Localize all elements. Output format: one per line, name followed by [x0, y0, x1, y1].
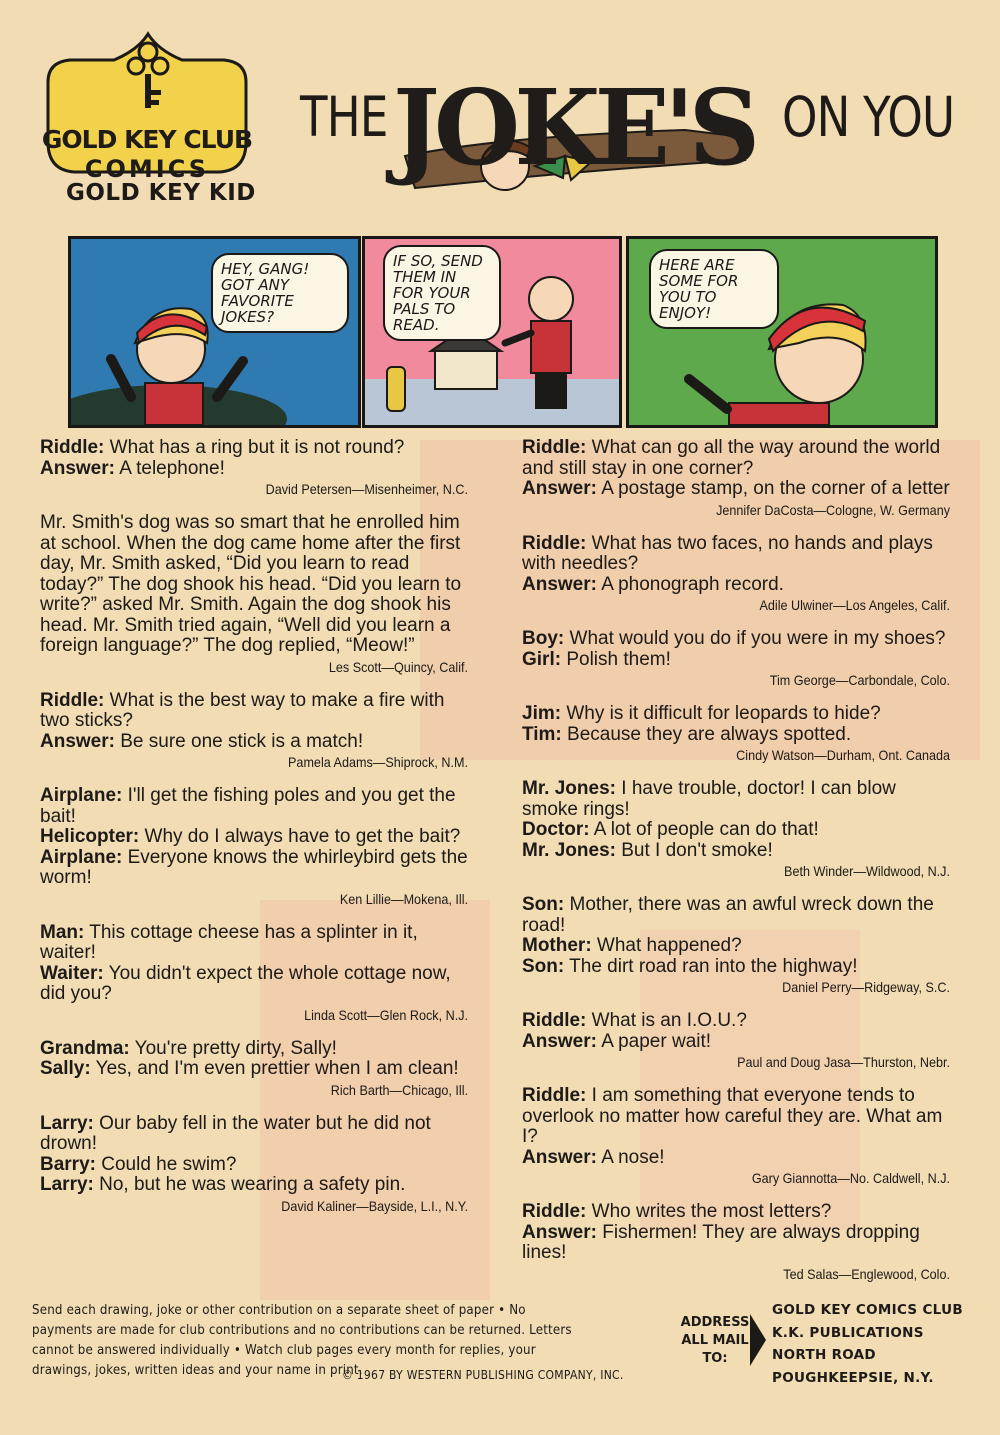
- speech-bubble: HEY, GANG! GOT ANY FAVORITE JOKES?: [211, 253, 349, 333]
- joke-line: [522, 895, 950, 936]
- joke-text: What has two faces, no hands and plays with needles?: [522, 532, 933, 574]
- joke-credit: Cindy Watson—Durham, Ont. Canada: [736, 747, 950, 763]
- joke-text: Yes, and I'm even prettier when I am clean!: [90, 1058, 459, 1079]
- joke-text: A nose!: [596, 1146, 665, 1168]
- joke-credit: Pamela Adams—Shiprock, N.M.: [288, 754, 468, 770]
- joke-text: What has a ring but it is not round?: [104, 437, 405, 458]
- kid-label: GOLD KEY KID: [66, 180, 256, 206]
- joke-line: [40, 827, 468, 848]
- jokes-left-column: [40, 438, 468, 1230]
- joke-speaker: Answer:: [40, 730, 115, 752]
- joke-speaker: Riddle:: [522, 532, 587, 554]
- joke-line: [40, 1039, 468, 1060]
- joke-entry: [522, 438, 950, 520]
- submission-rules: Send each drawing, joke or other contribution on a separate sheet of paper • No payments are made for club contributions and no contributions can be returned. Letters cannot be answered individually • Watch club pages every month for replies, your drawings, jokes, written ideas and your name in print.: [32, 1302, 572, 1378]
- joke-speaker: Son:: [522, 894, 565, 915]
- joke-text: A postage stamp, on the corner of a letter: [596, 478, 950, 499]
- joke-text: What is an I.O.U.?: [586, 1010, 747, 1031]
- joke-line: [522, 1086, 950, 1148]
- joke-line: [522, 820, 950, 841]
- joke-line: [522, 1011, 950, 1032]
- joke-line: [522, 534, 950, 575]
- address-label: ADDRESS ALL MAIL TO:: [680, 1315, 750, 1366]
- copyright: © 1967 BY WESTERN PUBLISHING COMPANY, INC.: [342, 1368, 624, 1382]
- joke-text: Mr. Smith's dog was so smart that he enrolled him at school. When the dog came home after the first day, Mr. Smith asked, “Did you learn to read today?” The dog shook his head. “Did you learn to write?” asked Mr. Smith. Again the dog shook his head. Mr. Smith tried again, “Well did you learn a foreign language?” The dog replied, “Meow!”: [40, 512, 462, 656]
- joke-credit: Gary Giannotta—No. Caldwell, N.J.: [751, 1170, 950, 1186]
- mailing-address: [772, 1299, 963, 1389]
- joke-text: Because they are always spotted.: [561, 723, 852, 745]
- joke-line: [522, 725, 950, 746]
- joke-line: [40, 438, 468, 459]
- joke-line: [40, 513, 468, 657]
- joke-line: [522, 438, 950, 479]
- joke-line: [522, 1223, 950, 1264]
- joke-line: [522, 1202, 950, 1223]
- joke-entry: [522, 895, 950, 997]
- joke-text: Could he swim?: [95, 1153, 237, 1175]
- joke-line: [40, 964, 468, 1005]
- address-line: K.K. PUBLICATIONS: [772, 1324, 924, 1341]
- joke-line: [522, 1032, 950, 1053]
- joke-credit: Adile Ulwiner—Los Angeles, Calif.: [759, 597, 950, 613]
- joke-text: This cottage cheese has a splinter in it, waiter!: [40, 921, 418, 963]
- joke-text: The dirt road ran into the highway!: [564, 955, 858, 977]
- joke-text: Fishermen! They are always dropping lines!: [522, 1221, 920, 1263]
- joke-line: [40, 923, 468, 964]
- joke-text: I'll get the fishing poles and you get the bait!: [40, 785, 456, 827]
- speech-bubble: IF SO, SEND THEM IN FOR YOUR PALS TO READ.: [383, 245, 501, 341]
- joke-credit: Ted Salas—Englewood, Colo.: [783, 1265, 950, 1282]
- joke-entry: [522, 779, 950, 881]
- club-badge: [28, 30, 266, 183]
- joke-speaker: Larry:: [40, 1174, 94, 1195]
- joke-line: [522, 479, 950, 500]
- joke-text: What would you do if you were in my shoes?: [564, 628, 946, 649]
- joke-text: A paper wait!: [596, 1030, 712, 1052]
- joke-text: Polish them!: [561, 648, 671, 670]
- badge-subtitle: COMICS: [84, 155, 210, 183]
- address-line: POUGHKEEPSIE, N.Y.: [772, 1369, 934, 1386]
- joke-line: [40, 691, 468, 732]
- joke-credit: Paul and Doug Jasa—Thurston, Nebr.: [737, 1054, 950, 1070]
- joke-speaker: Riddle:: [522, 1201, 587, 1222]
- joke-text: I have trouble, doctor! I can blow smoke rings!: [522, 778, 896, 820]
- title-prefix: THE: [300, 85, 388, 149]
- joke-entry: [522, 1086, 950, 1188]
- joke-text: Who writes the most letters?: [586, 1201, 832, 1222]
- joke-text: No, but he was wearing a safety pin.: [93, 1174, 406, 1195]
- joke-speaker: Larry:: [40, 1112, 94, 1134]
- joke-line: [522, 1148, 950, 1169]
- joke-entry: [40, 1039, 468, 1100]
- address-line: GOLD KEY COMICS CLUB: [772, 1302, 963, 1318]
- joke-speaker: Son:: [522, 955, 565, 977]
- joke-line: [40, 786, 468, 827]
- joke-speaker: Waiter:: [40, 962, 104, 984]
- joke-text: What can go all the way around the world and still stay in one corner?: [522, 437, 941, 479]
- joke-entry: [40, 691, 468, 773]
- joke-text: You're pretty dirty, Sally!: [129, 1037, 337, 1059]
- comic-panel-1: [68, 236, 361, 428]
- joke-speaker: Grandma:: [40, 1037, 130, 1059]
- joke-speaker: Jim:: [522, 703, 562, 724]
- joke-text: Why do I always have to get the bait?: [139, 826, 461, 847]
- joke-line: [522, 704, 950, 725]
- joke-text: Why is it difficult for leopards to hide?: [561, 703, 881, 724]
- joke-credit: Daniel Perry—Ridgeway, S.C.: [782, 979, 950, 995]
- joke-credit: Rich Barth—Chicago, Ill.: [330, 1081, 468, 1098]
- joke-line: [40, 1059, 468, 1080]
- joke-line: [522, 936, 950, 957]
- joke-credit: Beth Winder—Wildwood, N.J.: [784, 863, 950, 879]
- joke-credit: Linda Scott—Glen Rock, N.J.: [304, 1006, 468, 1023]
- arrow-right-icon: [748, 1314, 768, 1366]
- joke-speaker: Boy:: [522, 628, 565, 649]
- joke-line: [522, 575, 950, 596]
- joke-speaker: Riddle:: [522, 1085, 587, 1106]
- joke-credit: Jennifer DaCosta—Cologne, W. Germany: [716, 501, 950, 518]
- joke-speaker: Answer:: [522, 478, 597, 499]
- joke-line: [40, 459, 468, 480]
- joke-text: Mother, there was an awful wreck down the road!: [522, 894, 934, 936]
- joke-line: [40, 848, 468, 889]
- speech-bubble: HERE ARE SOME FOR YOU TO ENJOY!: [649, 249, 779, 329]
- joke-line: [522, 779, 950, 820]
- joke-speaker: Answer:: [522, 1221, 597, 1243]
- joke-entry: [40, 438, 468, 499]
- joke-credit: Ken Lillie—Mokena, Ill.: [339, 890, 468, 907]
- joke-entry: [40, 1114, 468, 1216]
- joke-speaker: Girl:: [522, 648, 562, 670]
- badge-title: GOLD KEY CLUB: [41, 125, 253, 154]
- title-suffix: ON YOU: [782, 85, 955, 149]
- joke-line: [522, 841, 950, 862]
- joke-text: Be sure one stick is a match!: [114, 730, 364, 752]
- joke-credit: David Petersen—Misenheimer, N.C.: [265, 481, 468, 497]
- joke-speaker: Mr. Jones:: [522, 778, 616, 799]
- joke-entry: [522, 1011, 950, 1072]
- joke-text: A phonograph record.: [596, 573, 784, 595]
- joke-speaker: Sally:: [40, 1058, 91, 1079]
- comic-panel-2: [362, 236, 622, 428]
- joke-speaker: Riddle:: [40, 437, 105, 458]
- jokes-right-column: [522, 438, 950, 1298]
- joke-entry: [40, 786, 468, 909]
- joke-text: Everyone knows the whirleybird gets the worm!: [40, 846, 468, 888]
- joke-text: A telephone!: [114, 457, 225, 479]
- joke-line: [40, 732, 468, 753]
- comic-panel-3: [626, 236, 938, 428]
- joke-speaker: Barry:: [40, 1153, 96, 1175]
- joke-speaker: Doctor:: [522, 819, 590, 840]
- joke-text: I am something that everyone tends to overlook no matter how careful they are. What am I?: [522, 1085, 943, 1147]
- joke-speaker: Mr. Jones:: [522, 839, 616, 861]
- joke-credit: David Kaliner—Bayside, L.I., N.Y.: [281, 1197, 468, 1214]
- joke-line: [40, 1155, 468, 1176]
- joke-entry: [522, 534, 950, 616]
- joke-line: [40, 1175, 468, 1196]
- joke-line: [522, 629, 950, 650]
- joke-line: [522, 650, 950, 671]
- joke-speaker: Riddle:: [522, 437, 587, 458]
- joke-entry: [40, 513, 468, 677]
- joke-speaker: Tim:: [522, 723, 562, 745]
- title-logo: [385, 38, 775, 198]
- joke-text: What is the best way to make a fire with two sticks?: [40, 689, 445, 731]
- joke-entry: [40, 923, 468, 1025]
- joke-text: A lot of people can do that!: [589, 819, 819, 840]
- joke-speaker: Riddle:: [522, 1010, 587, 1031]
- joke-speaker: Helicopter:: [40, 826, 140, 847]
- joke-speaker: Mother:: [522, 935, 592, 956]
- address-line: NORTH ROAD: [772, 1347, 876, 1363]
- joke-line: [522, 957, 950, 978]
- joke-credit: Tim George—Carbondale, Colo.: [769, 672, 950, 688]
- joke-speaker: Man:: [40, 921, 85, 943]
- joke-speaker: Answer:: [522, 1146, 597, 1168]
- joke-entry: [522, 704, 950, 765]
- joke-speaker: Answer:: [40, 457, 115, 479]
- joke-text: But I don't smoke!: [615, 839, 773, 861]
- joke-line: [40, 1114, 468, 1155]
- joke-speaker: Answer:: [522, 573, 597, 595]
- joke-speaker: Riddle:: [40, 689, 105, 711]
- joke-entry: [522, 1202, 950, 1284]
- joke-speaker: Airplane:: [40, 846, 123, 868]
- joke-credit: Les Scott—Quincy, Calif.: [328, 658, 468, 675]
- joke-speaker: Airplane:: [40, 785, 123, 806]
- joke-text: You didn't expect the whole cottage now, did you?: [40, 962, 451, 1004]
- joke-speaker: Answer:: [522, 1030, 597, 1052]
- joke-text: What happened?: [591, 935, 742, 956]
- joke-text: Our baby fell in the water but he did not drown!: [40, 1112, 431, 1154]
- title-main: JOKE'S: [393, 66, 755, 189]
- joke-entry: [522, 629, 950, 690]
